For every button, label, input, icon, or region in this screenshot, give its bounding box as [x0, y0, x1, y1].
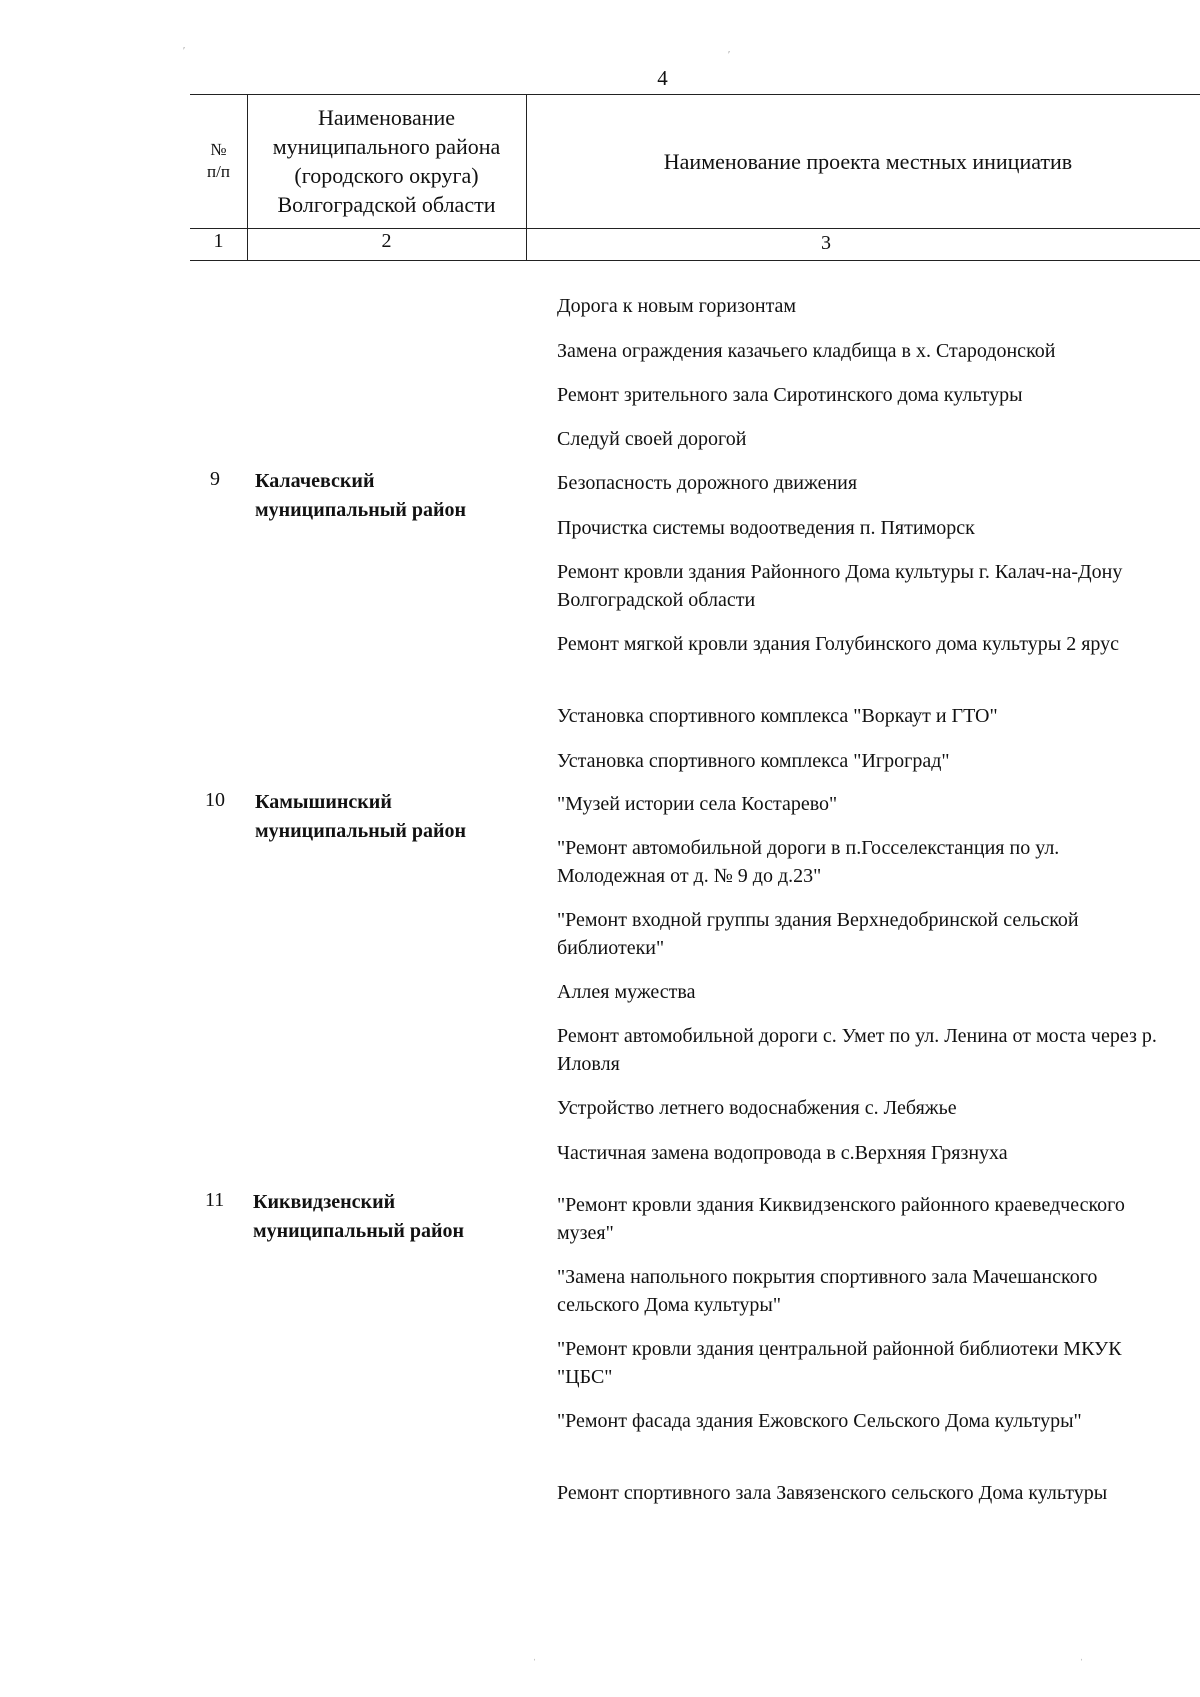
project-item: Замена ограждения казачьего кладбища в х. Стародонской	[557, 340, 1056, 362]
district-name: Киквидзенский муниципальный район	[253, 1191, 465, 1242]
header-num-2: 2	[381, 230, 392, 252]
header-col-district: Наименование муниципального района (городского округа) Волгоградской области	[272, 105, 501, 217]
header-col-project: Наименование проекта местных инициатив	[663, 148, 1073, 174]
row-number: 9	[210, 468, 220, 490]
project-item: Ремонт зрительного зала Сиротинского дома культуры	[557, 384, 1023, 406]
scan-speck: ′	[728, 50, 731, 61]
project-item: "Ремонт автомобильной дороги в п.Госселекстанция по ул. Молодежная от д. № 9 до д.23"	[557, 837, 1060, 887]
scan-speck: ′	[183, 46, 186, 57]
project-item: Ремонт спортивного зала Завязенского сельского Дома культуры	[557, 1482, 1108, 1504]
project-item: "Ремонт кровли здания Киквидзенского районного краеведческого музея"	[557, 1194, 1125, 1244]
project-item: "Ремонт входной группы здания Верхнедобринской сельской библиотеки"	[557, 909, 1079, 959]
table-header	[190, 94, 1200, 260]
page-number: 4	[657, 66, 668, 90]
project-item: Устройство летнего водоснабжения с. Лебяжье	[557, 1097, 957, 1119]
district-name: Камышинский муниципальный район	[255, 791, 467, 842]
project-item: Ремонт автомобильной дороги с. Умет по ул. Ленина от моста через р. Иловля	[557, 1025, 1157, 1075]
row-number: 11	[205, 1189, 225, 1211]
district-name: Калачевский муниципальный район	[255, 470, 467, 521]
project-item: "Ремонт фасада здания Ежовского Сельского Дома культуры"	[557, 1410, 1082, 1432]
project-item: Установка спортивного комплекса "Игроград"	[557, 750, 950, 772]
header-middle-border	[190, 228, 1200, 229]
scan-speck: ˈ	[1080, 1658, 1084, 1669]
project-item: Дорога к новым горизонтам	[557, 295, 797, 317]
row-number: 10	[205, 789, 225, 811]
project-item: Аллея мужества	[557, 981, 696, 1003]
project-item: "Музей истории села Костарево"	[557, 793, 838, 815]
project-item: Ремонт кровли здания Районного Дома культуры г. Калач-на-Дону Волгоградской области	[557, 561, 1123, 611]
project-item: Установка спортивного комплекса "Воркаут и ГТО"	[557, 705, 998, 727]
scan-speck: ˈ	[533, 1658, 537, 1669]
project-item: Следуй своей дорогой	[557, 428, 747, 450]
project-item: Прочистка системы водоотведения п. Пятиморск	[557, 517, 975, 539]
header-num-1: 1	[213, 230, 224, 252]
project-item: Ремонт мягкой кровли здания Голубинского дома культуры 2 ярус	[557, 633, 1120, 655]
project-item: "Ремонт кровли здания центральной районной библиотеки МКУК "ЦБС"	[557, 1338, 1122, 1388]
header-num-3: 3	[821, 232, 831, 254]
project-item: "Замена напольного покрытия спортивного зала Мачешанского сельского Дома культуры"	[557, 1266, 1098, 1316]
project-item: Частичная замена водопровода в с.Верхняя Грязнуха	[557, 1142, 1008, 1164]
project-item: Безопасность дорожного движения	[557, 472, 858, 494]
header-bottom-border	[190, 260, 1200, 261]
header-col-number: № п/п	[207, 140, 230, 181]
